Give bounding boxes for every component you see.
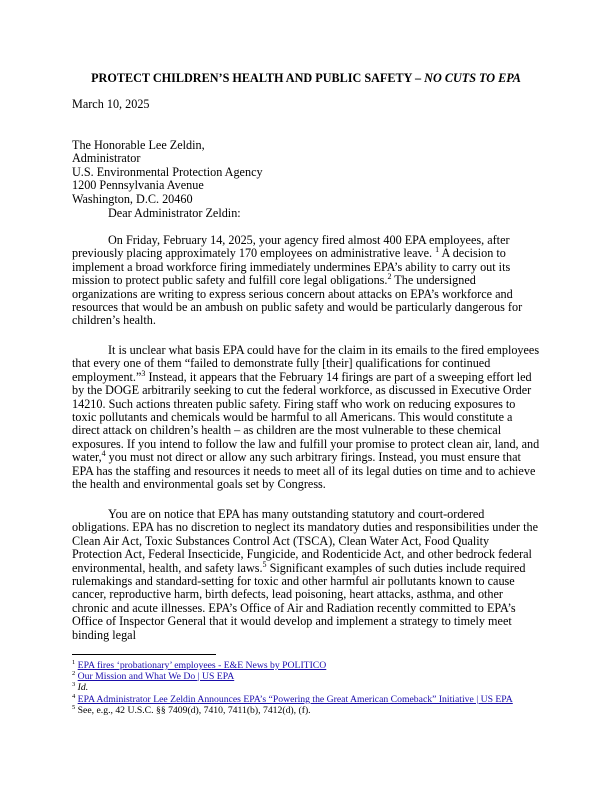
- footnote-divider: [72, 654, 216, 655]
- footnote: [72, 671, 513, 682]
- footnote: [72, 660, 513, 671]
- paragraph-2: [72, 344, 541, 491]
- footnote: [72, 682, 513, 693]
- paragraph-text: On Friday, February 14, 2025, your agency fired almost 400 EPA employees, after previously placing approximately 170 employees on administrative leave.: [72, 233, 510, 261]
- paragraph-text: The undersigned organizations are writing to express serious concern about attacks on EPA’s workforce and resources that would be an ambush on public safety and would be particularly dangerous for children’s health.: [72, 273, 523, 328]
- paragraph-text: You are on notice that EPA has many outstanding statutory and court-ordered obligations. EPA has no discretion to neglect its mandatory duties and responsibilities under the Clean Air Act, Toxic Substances Control Act (TSCA), Clean Water Act, Food Quality Protection Act, Federal Insecticide, Fungicide, and Rodenticide Act, and other bedrock federal environmental, health, and safety laws.: [72, 507, 538, 575]
- address-line: U.S. Environmental Protection Agency: [72, 164, 263, 179]
- footnote-link[interactable]: Our Mission and What We Do | US EPA: [77, 671, 235, 683]
- letter-date: March 10, 2025: [72, 97, 150, 111]
- paragraph-text: It is unclear what basis EPA could have for the claim in its emails to the fired employees that every one of them “failed to demonstrate fully [their] qualifications for continued employment.”: [72, 343, 540, 384]
- footnote-ref: 3: [141, 368, 146, 378]
- address-line: The Honorable Lee Zeldin,: [72, 138, 205, 152]
- letter-title-main: PROTECT CHILDREN’S HEALTH AND PUBLIC SAFETY –: [91, 71, 425, 85]
- footnote-ref: 2: [387, 272, 392, 282]
- footnote-number: 2: [72, 669, 76, 677]
- footnote-number: 3: [72, 681, 76, 689]
- letter-title-italic: NO CUTS TO EPA: [424, 71, 521, 85]
- paragraph-text: Significant examples of such duties include required rulemakings and standard-setting for toxic and other harmful air pollutants known to cause cancer, reproductive harm, birth defects, lead poisoning, heart attacks, asthma, and other chronic and acute illnesses. EPA’s Office of Air and Radiation recently committed to EPA’s Office of Inspector General that it would develop and implement a strategy to timely meet binding legal: [72, 560, 526, 642]
- footnote-ref: 1: [435, 245, 440, 255]
- footnote-ref: 4: [101, 449, 106, 459]
- footnote-link[interactable]: EPA Administrator Lee Zeldin Announces EPA’s “Powering the Great American Comeback” Initiative | US EPA: [77, 693, 513, 705]
- paragraph-text: A decision to implement a broad workforce firing immediately undermines EPA’s ability to carry out its mission to protect public safety and fulfill core legal obligations.: [72, 246, 511, 288]
- address-line: Washington, D.C. 20460: [72, 191, 193, 206]
- paragraph-text: you must not direct or allow any such arbitrary firings. Instead, you must ensure that EPA has the staffing and resources it needs to meet all of its legal duties on time and to achieve the health and environmental goals set by Congress.: [72, 450, 536, 492]
- address-line: Administrator: [72, 151, 141, 166]
- footnote: [72, 694, 513, 705]
- footnote: [72, 705, 513, 716]
- footnote-ref: 5: [262, 559, 267, 569]
- address-line: 1200 Pennsylvania Avenue: [72, 178, 204, 193]
- recipient-address: [72, 139, 263, 206]
- footnote-number: 4: [72, 692, 76, 700]
- footnote-text: See, e.g., 42 U.S.C. §§ 7409(d), 7410, 7411(b), 7412(d), (f).: [77, 704, 311, 716]
- footnote-number: 5: [72, 703, 76, 711]
- paragraph-text: Instead, it appears that the February 14 firings are part of a sweeping effort led by the DOGE arbitrarily seeking to cut the federal workforce, as discussed in Executive Order 14210. Such actions threaten public safety. Firing staff who work on reducing exposures to toxic pollutants and chemicals would be harmful to all Americans. This would constitute a direct attack on children’s health – as children are the most vulnerable to these chemical exposures. If you intend to follow the law and fulfill your promise to protect clean air, land, and water,: [72, 369, 540, 465]
- footnote-text: Id.: [77, 682, 89, 694]
- letter-title: [72, 72, 540, 85]
- paragraph-3: [72, 508, 541, 642]
- footnote-link[interactable]: EPA fires ‘probationary’ employees - E&E News by POLITICO: [77, 660, 327, 671]
- footnotes: [72, 660, 513, 716]
- footnote-number: 1: [72, 658, 76, 666]
- paragraph-1: [72, 234, 541, 328]
- salutation: Dear Administrator Zeldin:: [108, 206, 241, 220]
